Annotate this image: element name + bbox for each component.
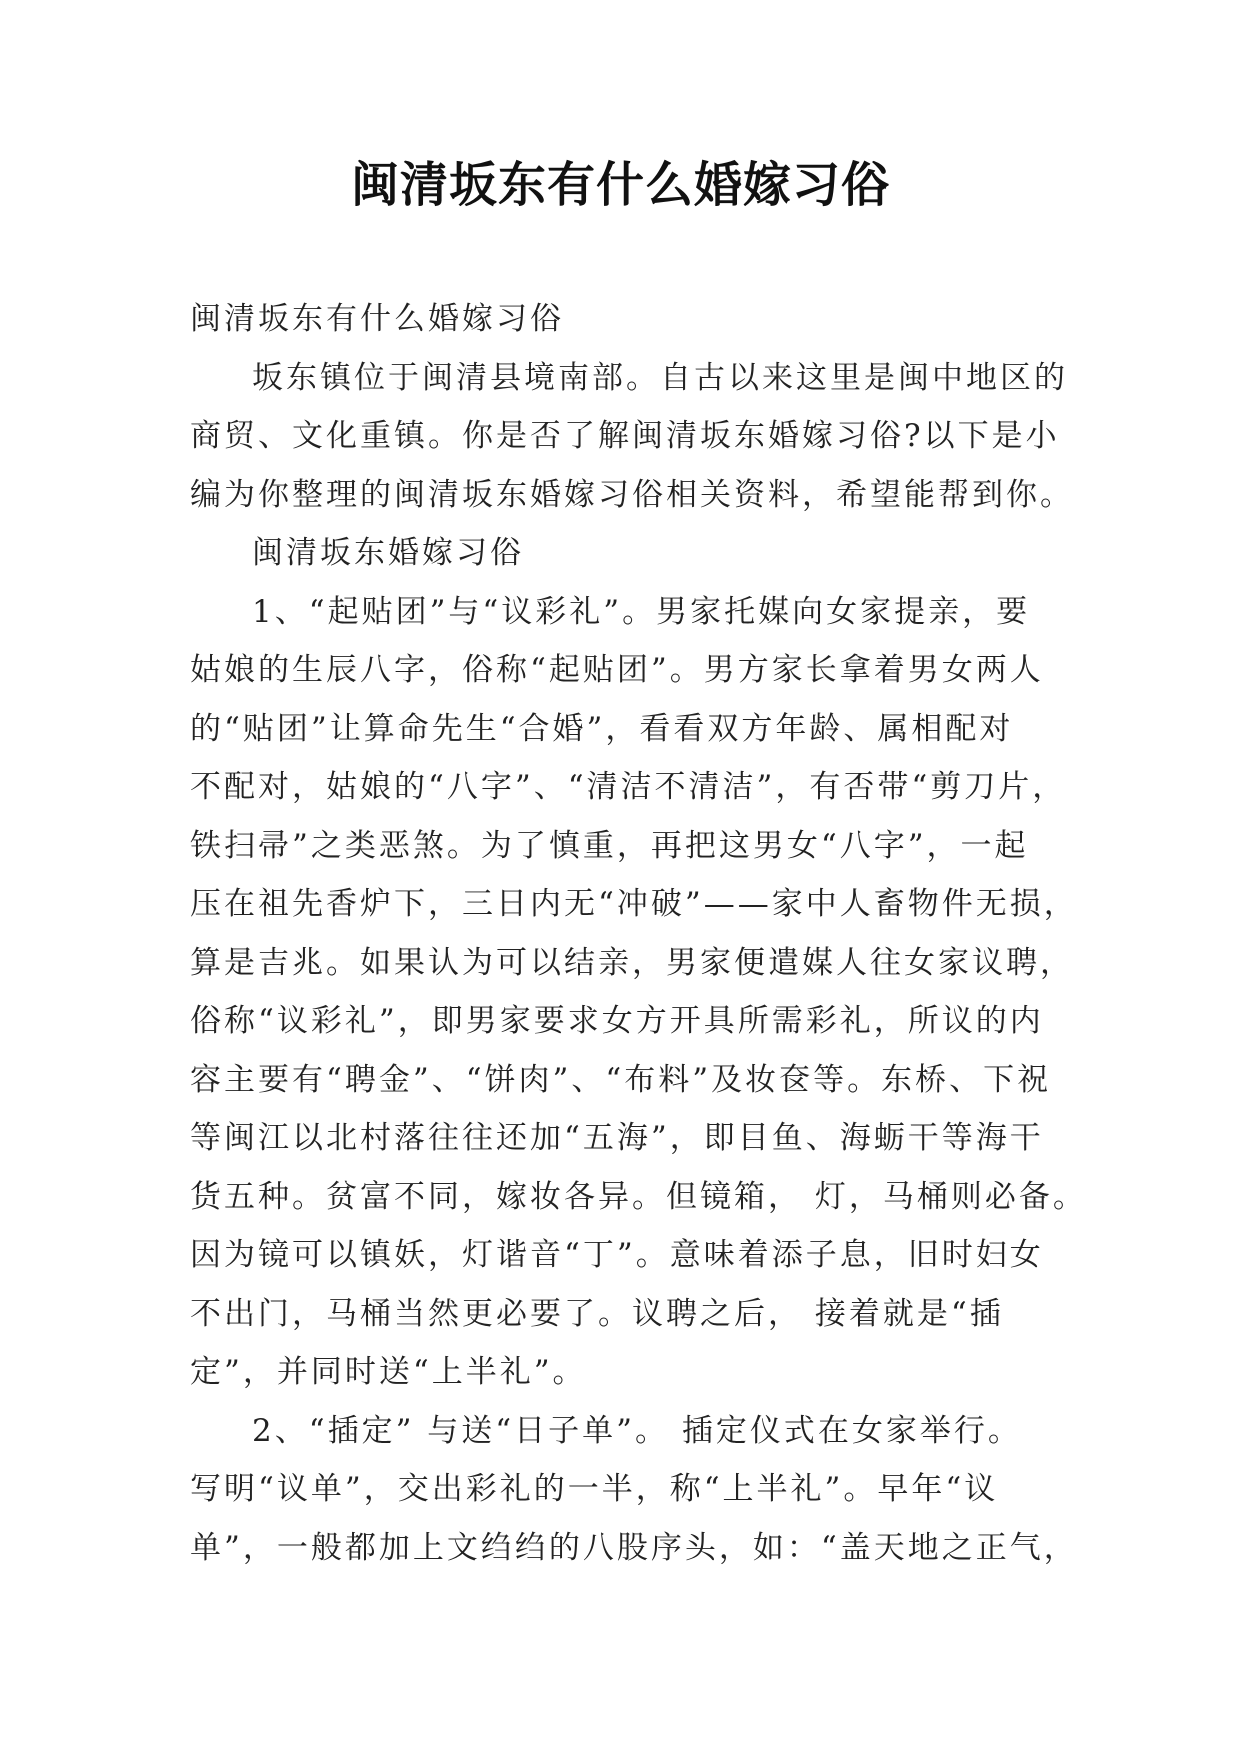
document-body — [190, 290, 1087, 1577]
text-line: 俗称“议彩礼”，即男家要求女方开具所需彩礼，所议的内 — [190, 1003, 1044, 1039]
text-line: 不出门，马桶当然更必要了。议聘之后， 接着就是“插 — [190, 1295, 1004, 1332]
text-line: 定”，并同时送“上半礼”。 — [190, 1354, 587, 1390]
document-title: 闽清坂东有什么婚嫁习俗 — [350, 157, 890, 213]
text-line: 的“贴团”让算命先生“合婚”，看看双方年龄、属相配对 — [190, 710, 1014, 747]
text-line: 压在祖先香炉下，三日内无“冲破”——家中人畜物件无损， — [190, 886, 1078, 922]
text-line: 2、“插定” 与送“日子单”。 插定仪式在女家举行。 — [252, 1412, 1022, 1449]
text-line: 等闽江以北村落往往还加“五海”，即目鱼、海蛎干等海干 — [190, 1120, 1044, 1156]
text-line: 货五种。贫富不同，嫁妆各异。但镜箱， 灯，马桶则必备。 — [190, 1178, 1087, 1215]
text-line: 单”，一般都加上文绉绉的八股序头，如：“盖天地之正气， — [190, 1529, 1078, 1566]
text-line: 1、“起贴团”与“议彩礼”。男家托媒向女家提亲，要 — [252, 593, 1031, 630]
text-line: 坂东镇位于闽清县境南部。自古以来这里是闽中地区的 — [252, 359, 1068, 396]
text-line: 闽清坂东有什么婚嫁习俗 — [190, 301, 564, 337]
text-line: 因为镜可以镇妖，灯谐音“丁”。意味着添子息，旧时妇女 — [190, 1237, 1044, 1273]
text-line: 编为你整理的闽清坂东婚嫁习俗相关资料，希望能帮到你。 — [190, 476, 1074, 513]
text-line: 铁扫帚”之类恶煞。为了慎重，再把这男女“八字”，一起 — [190, 827, 1029, 864]
text-line: 不配对，姑娘的“八字”、“清洁不清洁”，有否带“剪刀片， — [190, 769, 1067, 805]
text-line: 写明“议单”，交出彩礼的一半，称“上半礼”。早年“议 — [190, 1471, 999, 1507]
text-line: 算是吉兆。如果认为可以结亲，男家便遣媒人往女家议聘， — [190, 944, 1074, 981]
text-line: 姑娘的生辰八字，俗称“起贴团”。男方家长拿着男女两人 — [190, 652, 1044, 688]
text-line: 商贸、文化重镇。你是否了解闽清坂东婚嫁习俗?以下是小 — [190, 418, 1060, 454]
text-line: 容主要有“聘金”、“饼肉”、“布料”及妆奁等。东桥、下祝 — [190, 1061, 1052, 1098]
text-line: 闽清坂东婚嫁习俗 — [252, 535, 524, 571]
